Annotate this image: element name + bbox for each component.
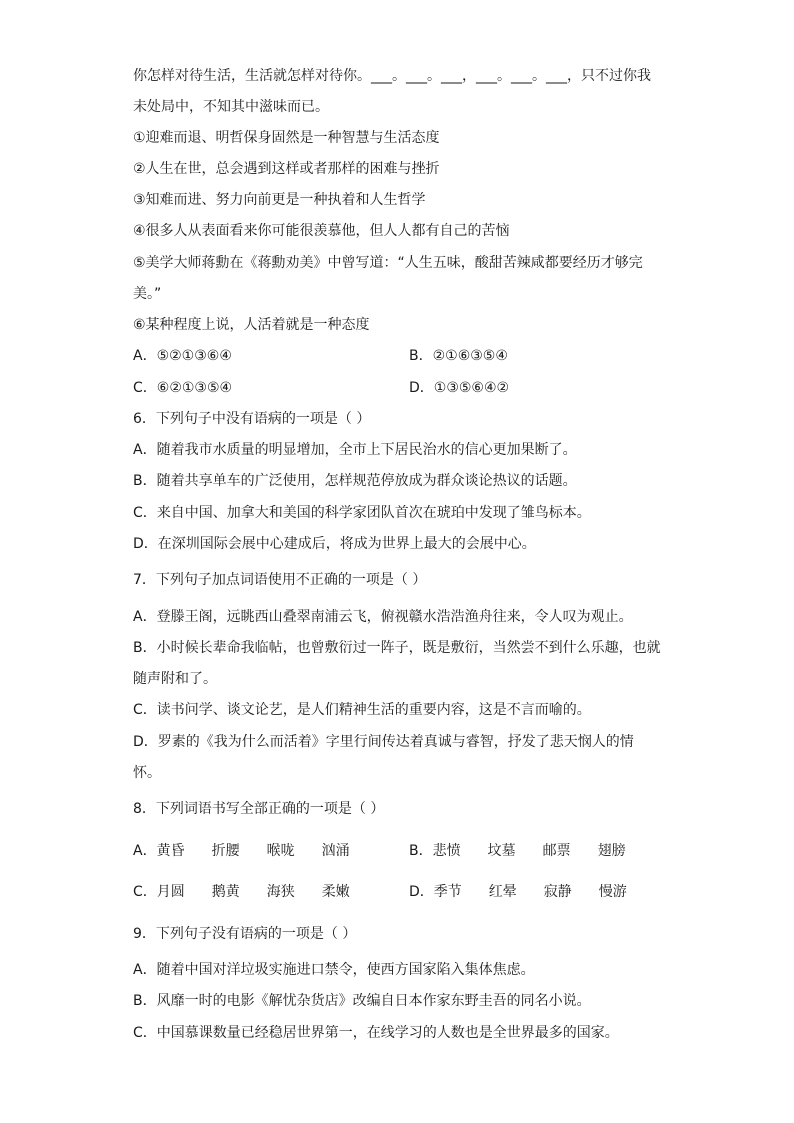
q6-option-a: A．随着我市水质量的明显增加，全市上下居民治水的信心更加果断了。: [133, 442, 577, 458]
q7-option-a: A．登滕王阁，远眺西山叠翠南浦云飞，俯视赣水浩浩渔舟往来，令人叹为观止。: [133, 609, 633, 625]
q8-option-d-label: D．: [409, 884, 434, 900]
q5-option-c: C．⑥②①③⑤④: [133, 380, 233, 396]
q8-word: 黄昏: [156, 843, 185, 859]
q9-option-c: C．中国慕课数量已经稳居世界第一，在线学习的人数也是全世界最多的国家。: [133, 1025, 619, 1041]
sentence-5-line-1: ⑤美学大师蒋勳在《蒋勳劝美》中曾写道：“人生五味，酸甜苦辣咸都要经历才够完: [133, 255, 643, 271]
q8-word: 悲愤: [432, 843, 461, 859]
q7-option-c: C．读书问学、谈文论艺，是人们精神生活的重要内容，这是不言而喻的。: [133, 702, 591, 718]
q6-option-d: D．在深圳国际会展中心建成后，将成为世界上最大的会展中心。: [133, 536, 536, 552]
q8-option-c-label: C．: [133, 884, 157, 900]
q8-option-c: [133, 882, 350, 902]
intro-line-2: 未处局中，不知其中滋味而已。: [133, 99, 329, 115]
q8-stem: 8．下列词语书写全部正确的一项是（ ）: [133, 801, 385, 817]
q6-option-c: C．来自中国、加拿大和美国的科学家团队首次在琥珀中发现了雏鸟标本。: [133, 505, 591, 521]
q6-option-b: B．随着共享单车的广泛使用，怎样规范停放成为群众谈论热议的话题。: [133, 473, 577, 489]
q7-stem: 7．下列句子加点词语使用不正确的一项是（ ）: [133, 572, 427, 588]
q7-option-b-line-1: B．小时候长辈命我临帖，也曾敷衍过一阵子，既是敷衍，当然尝不到什么乐趣，也就: [133, 640, 661, 656]
q9-option-a: A．随着中国对洋垃圾实施进口禁令，使西方国家陷入集体焦虑。: [133, 962, 535, 978]
q5-option-d: D．①③⑤⑥④②: [409, 380, 510, 396]
q8-word: 红晕: [488, 884, 517, 900]
q8-option-a: [133, 841, 350, 861]
q8-word: 汹涌: [321, 843, 350, 859]
q5-option-b: B．②①⑥③⑤④: [409, 348, 508, 364]
q8-word: 月圆: [156, 884, 185, 900]
q8-option-a-label: A．: [133, 843, 157, 859]
q7-option-d-line-1: D．罗素的《我为什么而活着》字里行间传达着真诚与睿智，抒发了悲天悯人的情: [133, 734, 634, 750]
q8-word: 折腰: [211, 843, 240, 859]
q7-option-d-line-2: 怀。: [133, 765, 161, 781]
q8-word: 邮票: [542, 843, 571, 859]
q8-word: 柔嫩: [321, 884, 350, 900]
q7-option-b-line-2: 随声附和了。: [133, 671, 217, 687]
q8-word: 寂静: [543, 884, 572, 900]
sentence-2: ②人生在世，总会遇到这样或者那样的困难与挫折: [133, 161, 440, 177]
sentence-3: ③知难而进、努力向前更是一种执着和人生哲学: [133, 192, 426, 208]
q8-word: 鹅黄: [211, 884, 240, 900]
sentence-6: ⑥某种程度上说，人活着就是一种态度: [133, 317, 370, 333]
q8-word: 季节: [433, 884, 462, 900]
intro-line-1: 你怎样对待生活，生活就怎样对待你。___。___。___，___。___。___，只不过你我: [133, 68, 651, 84]
q8-word: 坟墓: [487, 843, 516, 859]
sentence-5-line-2: 美。”: [133, 286, 162, 302]
q9-stem: 9．下列句子没有语病的一项是（ ）: [133, 926, 357, 942]
q5-option-a: A．⑤②①③⑥④: [133, 348, 232, 364]
q8-word: 喉咙: [266, 843, 295, 859]
q8-word: 海狭: [266, 884, 295, 900]
sentence-1: ①迎难而退、明哲保身固然是一种智慧与生活态度: [133, 130, 440, 146]
q8-option-b-label: B．: [409, 843, 433, 859]
sentence-4: ④很多人从表面看来你可能很羡慕他，但人人都有自己的苦恼: [133, 223, 510, 239]
q9-option-b: B．风靡一时的电影《解忧杂货店》改编自日本作家东野圭吾的同名小说。: [133, 993, 591, 1009]
q6-stem: 6．下列句子中没有语病的一项是（ ）: [133, 411, 371, 427]
q8-option-d: [409, 882, 627, 902]
q8-option-b: [409, 841, 626, 861]
q8-word: 翅膀: [597, 843, 626, 859]
q8-word: 慢游: [598, 884, 627, 900]
